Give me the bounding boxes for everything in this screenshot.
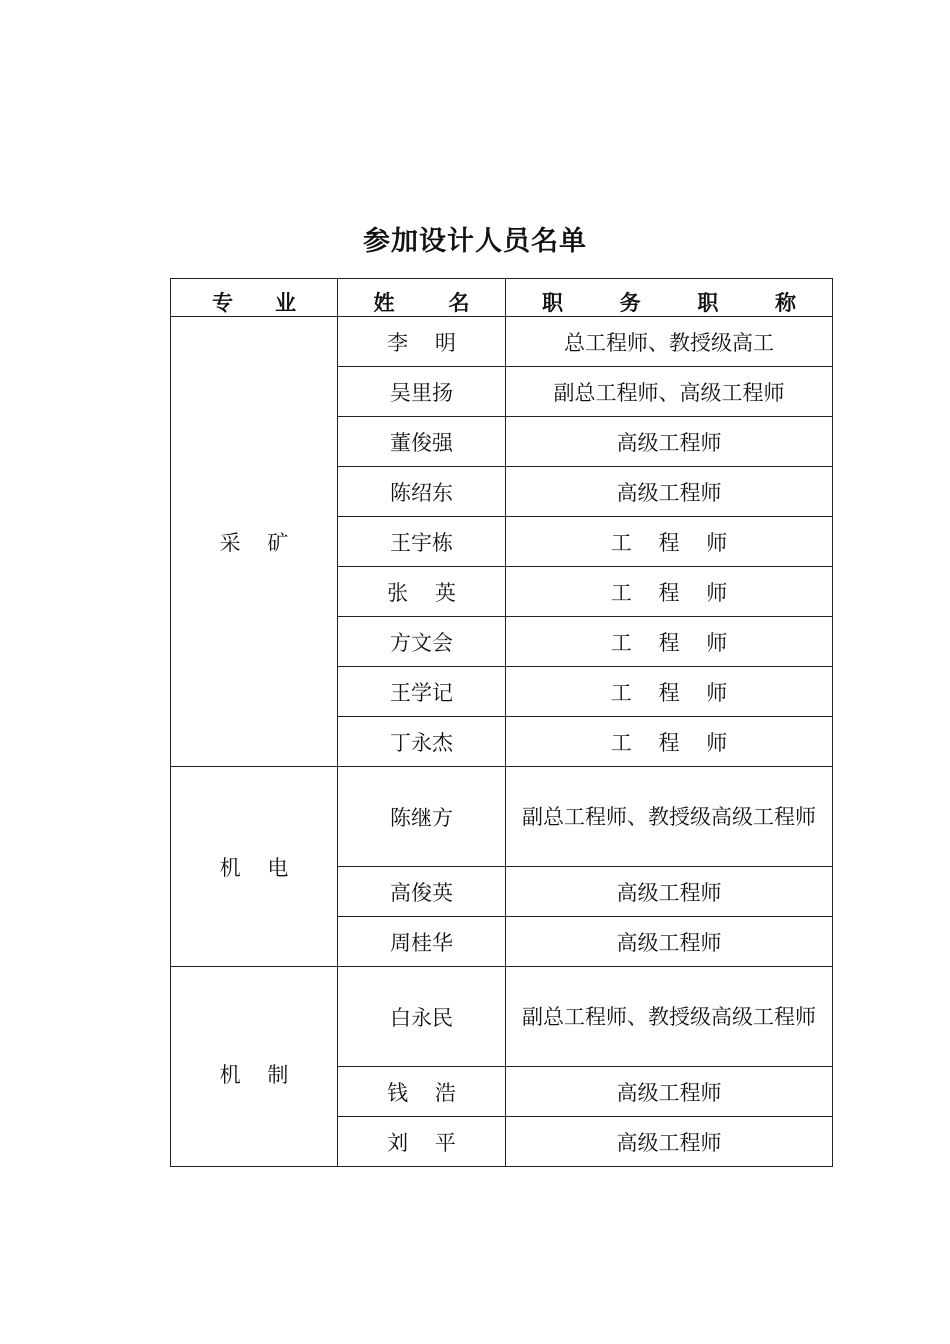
person-title: 副总工程师、高级工程师 xyxy=(553,380,785,405)
header-name-char: 姓 xyxy=(373,291,395,315)
header-title-char: 务 xyxy=(619,291,641,315)
person-title: 高级工程师 xyxy=(616,930,722,955)
title-cell xyxy=(506,867,833,917)
person-name: 张 英 xyxy=(387,580,456,605)
name-cell xyxy=(338,1117,506,1167)
person-name: 董俊强 xyxy=(390,430,453,455)
person-name: 王学记 xyxy=(390,680,453,705)
person-title: 高级工程师 xyxy=(616,430,722,455)
title-cell xyxy=(506,1117,833,1167)
header-name-char: 名 xyxy=(448,291,470,315)
dept-cell xyxy=(171,967,338,1167)
title-cell xyxy=(506,717,833,767)
staff-table xyxy=(170,278,833,1167)
title-cell xyxy=(506,517,833,567)
table-row xyxy=(171,767,833,867)
person-name: 陈继方 xyxy=(390,805,453,830)
title-cell xyxy=(506,467,833,517)
person-title: 工 程 师 xyxy=(610,630,728,655)
person-title: 高级工程师 xyxy=(616,1080,722,1105)
dept-label: 采 矿 xyxy=(219,530,289,555)
name-cell xyxy=(338,917,506,967)
person-title: 高级工程师 xyxy=(616,480,722,505)
person-title: 副总工程师、教授级高级工程师 xyxy=(522,1004,816,1029)
person-title: 工 程 师 xyxy=(610,580,728,605)
person-name: 白永民 xyxy=(390,1005,453,1030)
title-cell xyxy=(506,567,833,617)
name-cell xyxy=(338,1067,506,1117)
page-title: 参加设计人员名单 xyxy=(363,226,587,257)
person-name: 丁永杰 xyxy=(390,730,453,755)
name-cell xyxy=(338,667,506,717)
person-title: 工 程 师 xyxy=(610,680,728,705)
name-cell xyxy=(338,517,506,567)
header-title xyxy=(506,279,833,317)
table-row xyxy=(171,967,833,1067)
person-name: 方文会 xyxy=(390,630,453,655)
person-name: 周桂华 xyxy=(390,930,453,955)
person-name: 陈绍东 xyxy=(390,480,453,505)
person-title: 工 程 师 xyxy=(610,530,728,555)
dept-cell xyxy=(171,767,338,967)
person-name: 高俊英 xyxy=(390,880,453,905)
title-cell xyxy=(506,317,833,367)
title-cell xyxy=(506,367,833,417)
dept-cell xyxy=(171,317,338,767)
title-cell xyxy=(506,617,833,667)
name-cell xyxy=(338,317,506,367)
title-cell xyxy=(506,917,833,967)
header-major-char: 业 xyxy=(275,291,296,315)
table-row xyxy=(171,317,833,367)
title-cell xyxy=(506,967,833,1067)
header-major xyxy=(171,279,338,317)
name-cell xyxy=(338,967,506,1067)
person-title: 高级工程师 xyxy=(616,880,722,905)
person-title: 高级工程师 xyxy=(616,1130,722,1155)
person-name: 钱 浩 xyxy=(387,1080,456,1105)
title-cell xyxy=(506,417,833,467)
header-name xyxy=(338,279,506,317)
person-title: 工 程 师 xyxy=(610,730,728,755)
name-cell xyxy=(338,767,506,867)
name-cell xyxy=(338,867,506,917)
name-cell xyxy=(338,617,506,667)
person-title: 副总工程师、教授级高级工程师 xyxy=(522,804,816,829)
person-name: 王宇栋 xyxy=(390,530,453,555)
header-title-char: 职 xyxy=(697,291,719,315)
person-title: 总工程师、教授级高工 xyxy=(564,330,774,355)
title-cell xyxy=(506,667,833,717)
header-major-char: 专 xyxy=(212,291,233,315)
name-cell xyxy=(338,367,506,417)
dept-label: 机 制 xyxy=(219,1062,289,1087)
title-cell xyxy=(506,767,833,867)
dept-label: 机 电 xyxy=(219,855,289,880)
person-name: 吴里扬 xyxy=(390,380,453,405)
name-cell xyxy=(338,717,506,767)
table-header-row xyxy=(171,279,833,317)
person-name: 李 明 xyxy=(387,330,456,355)
name-cell xyxy=(338,467,506,517)
title-cell xyxy=(506,1067,833,1117)
name-cell xyxy=(338,567,506,617)
header-title-char: 职 xyxy=(542,291,563,315)
name-cell xyxy=(338,417,506,467)
header-title-char: 称 xyxy=(774,291,796,315)
person-name: 刘 平 xyxy=(387,1130,456,1155)
